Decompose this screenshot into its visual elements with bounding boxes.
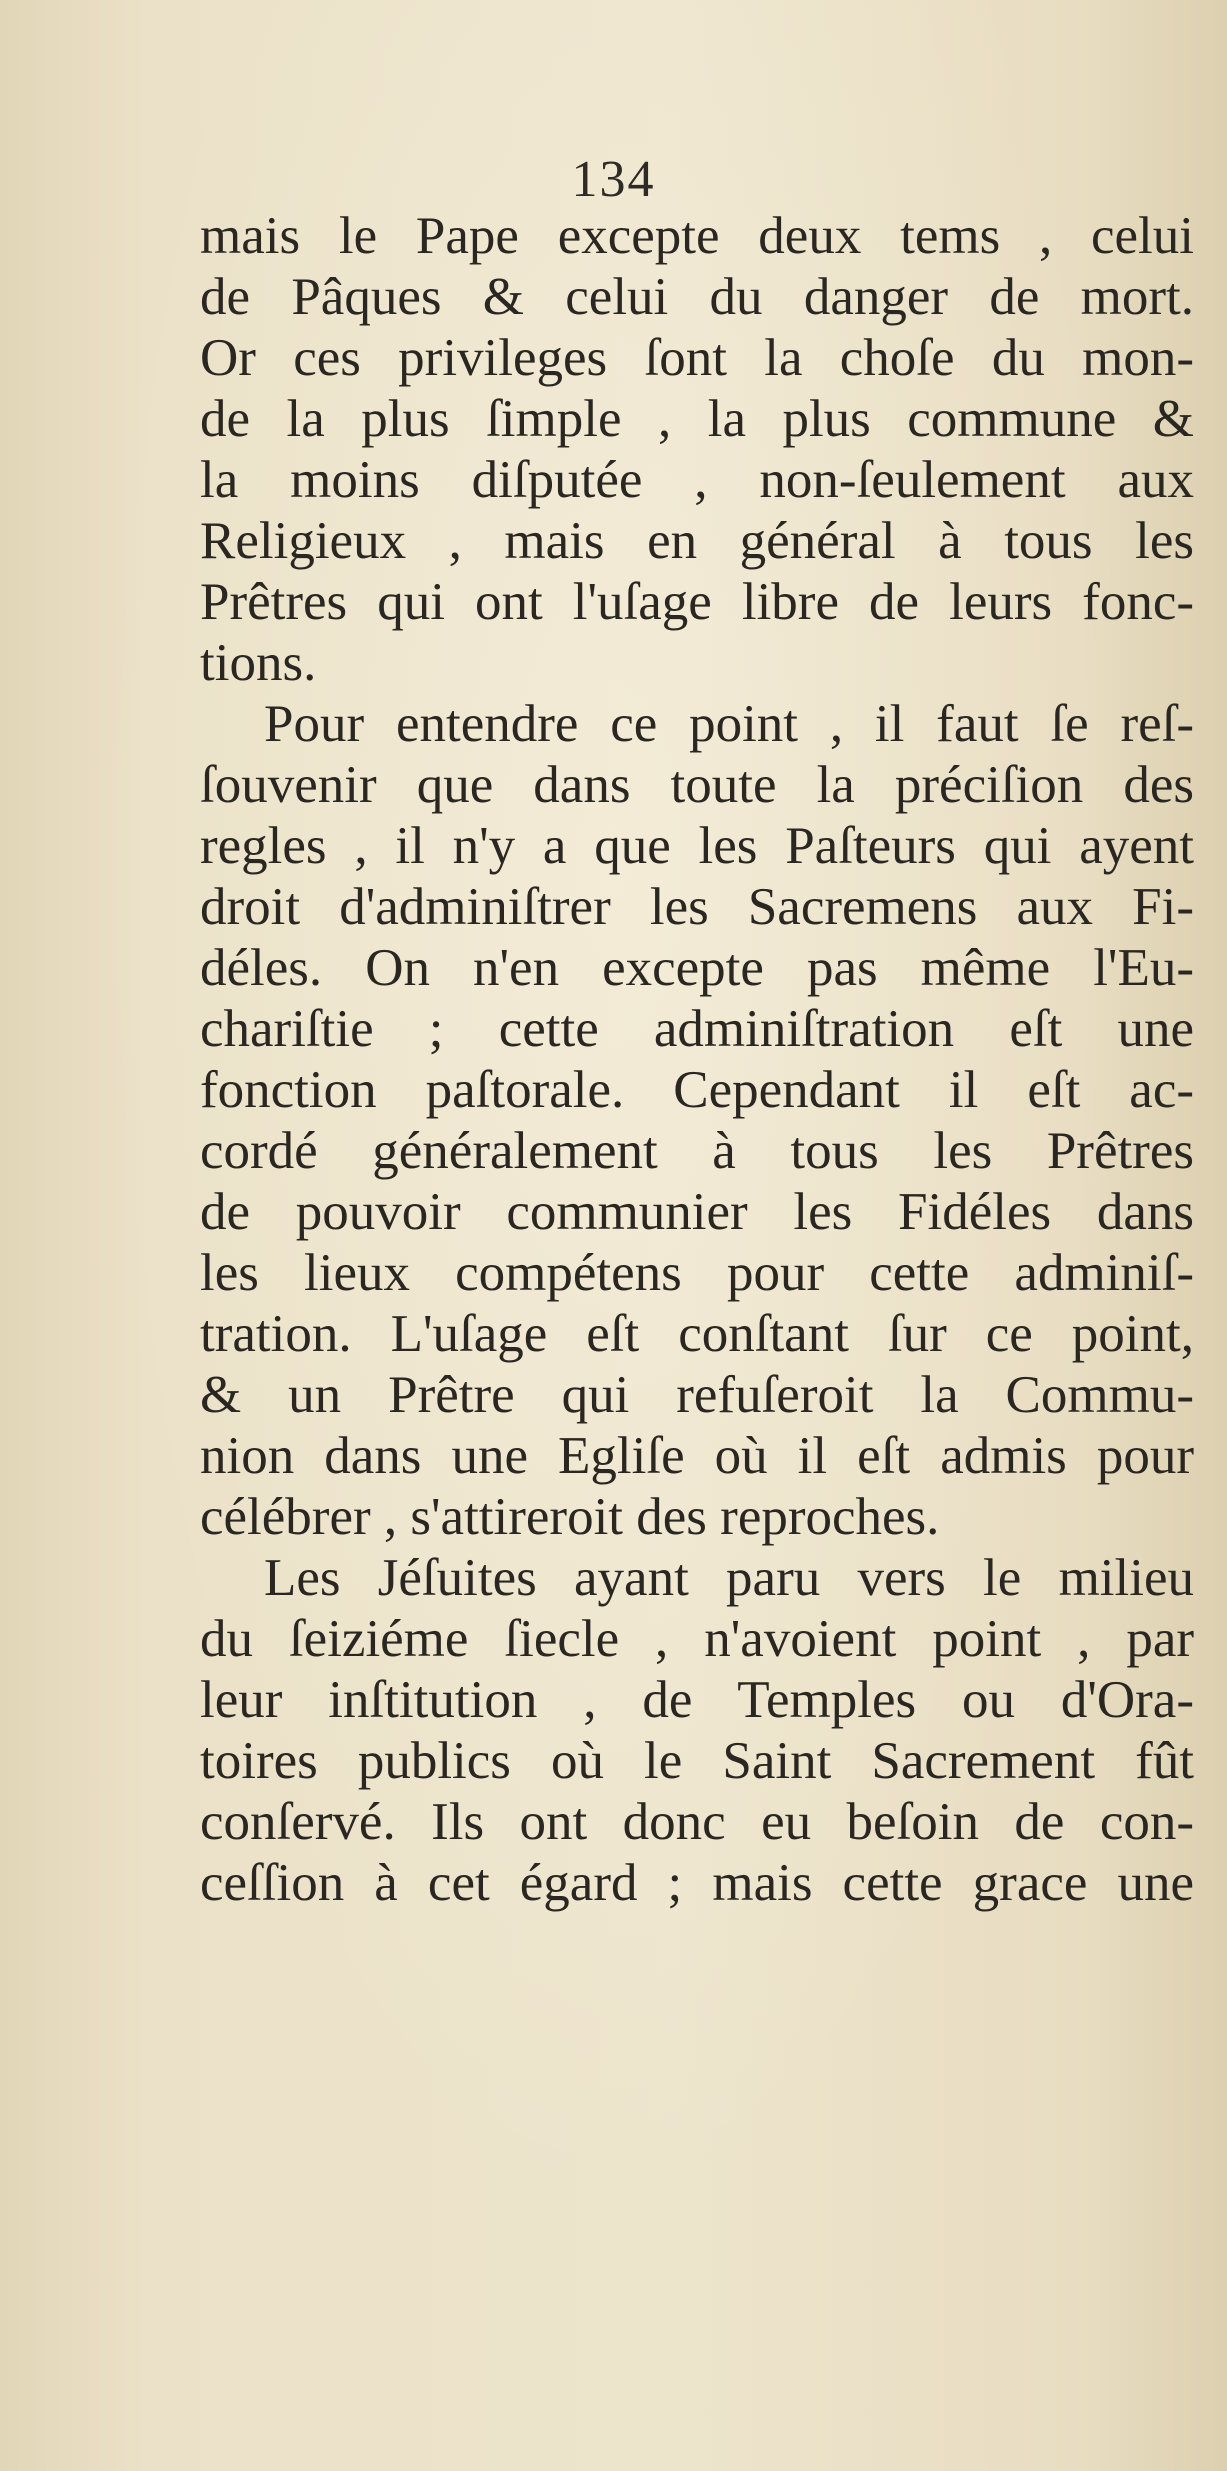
text-line: Religieux , mais en général à tous les xyxy=(200,512,1194,570)
text-line: toires publics où le Saint Sacrement fût xyxy=(200,1732,1194,1790)
text-line: du ſeiziéme ſiecle , n'avoient point , par xyxy=(200,1610,1194,1668)
text-line: célébrer , s'attireroit des reproches. xyxy=(200,1488,940,1546)
text-line: déles. On n'en excepte pas même l'Eu- xyxy=(200,939,1194,997)
paragraph-first-line: Les Jéſuites ayant paru vers le milieu xyxy=(264,1549,1194,1607)
text-line: chariſtie ; cette adminiſtration eſt une xyxy=(200,1000,1194,1058)
text-line: tions. xyxy=(200,634,317,692)
text-line: de pouvoir communier les Fidéles dans xyxy=(200,1183,1194,1241)
text-line: de Pâques & celui du danger de mort. xyxy=(200,268,1194,326)
body-text xyxy=(200,206,1194,1914)
text-line: leur inſtitution , de Temples ou d'Ora- xyxy=(200,1671,1194,1729)
paragraph-first-line: Pour entendre ce point , il faut ſe reſ- xyxy=(264,695,1194,753)
text-line: droit d'adminiſtrer les Sacremens aux Fi- xyxy=(200,878,1194,936)
text-line: regles , il n'y a que les Paſteurs qui ayent xyxy=(200,817,1194,875)
text-line: Or ces privileges ſont la choſe du mon- xyxy=(200,329,1194,387)
text-line: tration. L'uſage eſt conſtant ſur ce point, xyxy=(200,1305,1194,1363)
text-line: ceſſion à cet égard ; mais cette grace une xyxy=(200,1854,1194,1912)
text-line: conſervé. Ils ont donc eu beſoin de con- xyxy=(200,1793,1194,1851)
text-line: cordé généralement à tous les Prêtres xyxy=(200,1122,1194,1180)
text-line: la moins diſputée , non-ſeulement aux xyxy=(200,451,1194,509)
text-line: mais le Pape excepte deux tems , celui xyxy=(200,207,1194,265)
text-line: nion dans une Egliſe où il eſt admis pour xyxy=(200,1427,1194,1485)
text-line: fonction paſtorale. Cependant il eſt ac- xyxy=(200,1061,1194,1119)
text-line: les lieux compétens pour cette adminiſ- xyxy=(200,1244,1194,1302)
text-line: & un Prêtre qui refuſeroit la Commu- xyxy=(200,1366,1194,1424)
text-line: Prêtres qui ont l'uſage libre de leurs fonc- xyxy=(200,573,1194,631)
text-line: de la plus ſimple , la plus commune & xyxy=(200,390,1194,448)
text-line: ſouvenir que dans toute la préciſion des xyxy=(200,756,1194,814)
page-number: 134 xyxy=(571,151,656,208)
